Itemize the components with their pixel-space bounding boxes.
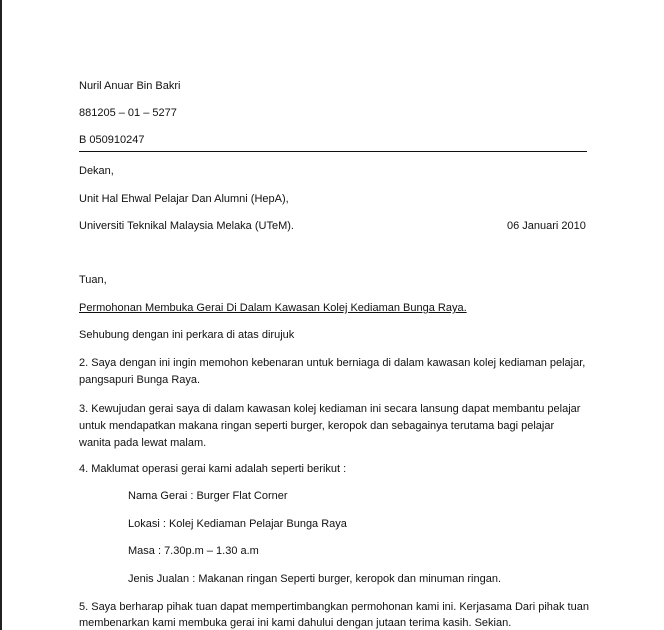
paragraph-3-line-2: untuk mendapatkan makana ringan seperti burger, keropok dan sebagainya terutama bagi pelajar xyxy=(79,420,555,432)
stall-location: Lokasi : Kolej Kediaman Pelajar Bunga Raya xyxy=(128,518,347,530)
sender-matric-number: B 050910247 xyxy=(79,134,145,146)
paragraph-3-line-1: 3. Kewujudan gerai saya di dalam kawasan kolej kediaman ini secara lansung dapat membantu pelajar xyxy=(79,403,581,415)
sender-name: Nuril Anuar Bin Bakri xyxy=(79,80,181,92)
paragraph-5-line-1: 5. Saya berharap pihak tuan dapat mempertimbangkan permohonan kami ini. Kerjasama Dari pihak tuan xyxy=(79,601,589,613)
recipient-unit: Unit Hal Ehwal Pelajar Dan Alumni (HepA), xyxy=(79,193,289,205)
recipient-title: Dekan, xyxy=(79,165,114,177)
stall-hours: Masa : 7.30p.m – 1.30 a.m xyxy=(128,545,259,557)
salutation: Tuan, xyxy=(79,274,107,286)
paragraph-3-line-3: wanita pada lewat malam. xyxy=(79,437,207,449)
paragraph-5-line-2: membenarkan kami membuka gerai ini kami dahului dengan jutaan terima kasih. Sekian. xyxy=(79,617,512,629)
page-left-edge xyxy=(0,0,2,630)
recipient-university: Universiti Teknikal Malaysia Melaka (UTeM). xyxy=(79,220,294,232)
letter-date: 06 Januari 2010 xyxy=(507,220,586,232)
paragraph-4-intro: 4. Maklumat operasi gerai kami adalah seperti berikut : xyxy=(79,463,347,475)
reference-line: Sehubung dengan ini perkara di atas dirujuk xyxy=(79,329,295,341)
sender-ic-number: 881205 – 01 – 5277 xyxy=(79,107,177,119)
paragraph-2-line-2: pangsapuri Bunga Raya. xyxy=(79,374,201,386)
letter-subject: Permohonan Membuka Gerai Di Dalam Kawasan Kolej Kediaman Bunga Raya. xyxy=(79,302,467,314)
header-divider xyxy=(79,151,587,152)
paragraph-2-line-1: 2. Saya dengan ini ingin memohon kebenaran untuk berniaga di dalam kawasan kolej kediaman pelajar, xyxy=(79,357,586,369)
stall-name: Nama Gerai : Burger Flat Corner xyxy=(128,490,288,502)
stall-menu: Jenis Jualan : Makanan ringan Seperti burger, keropok dan minuman ringan. xyxy=(128,573,502,585)
